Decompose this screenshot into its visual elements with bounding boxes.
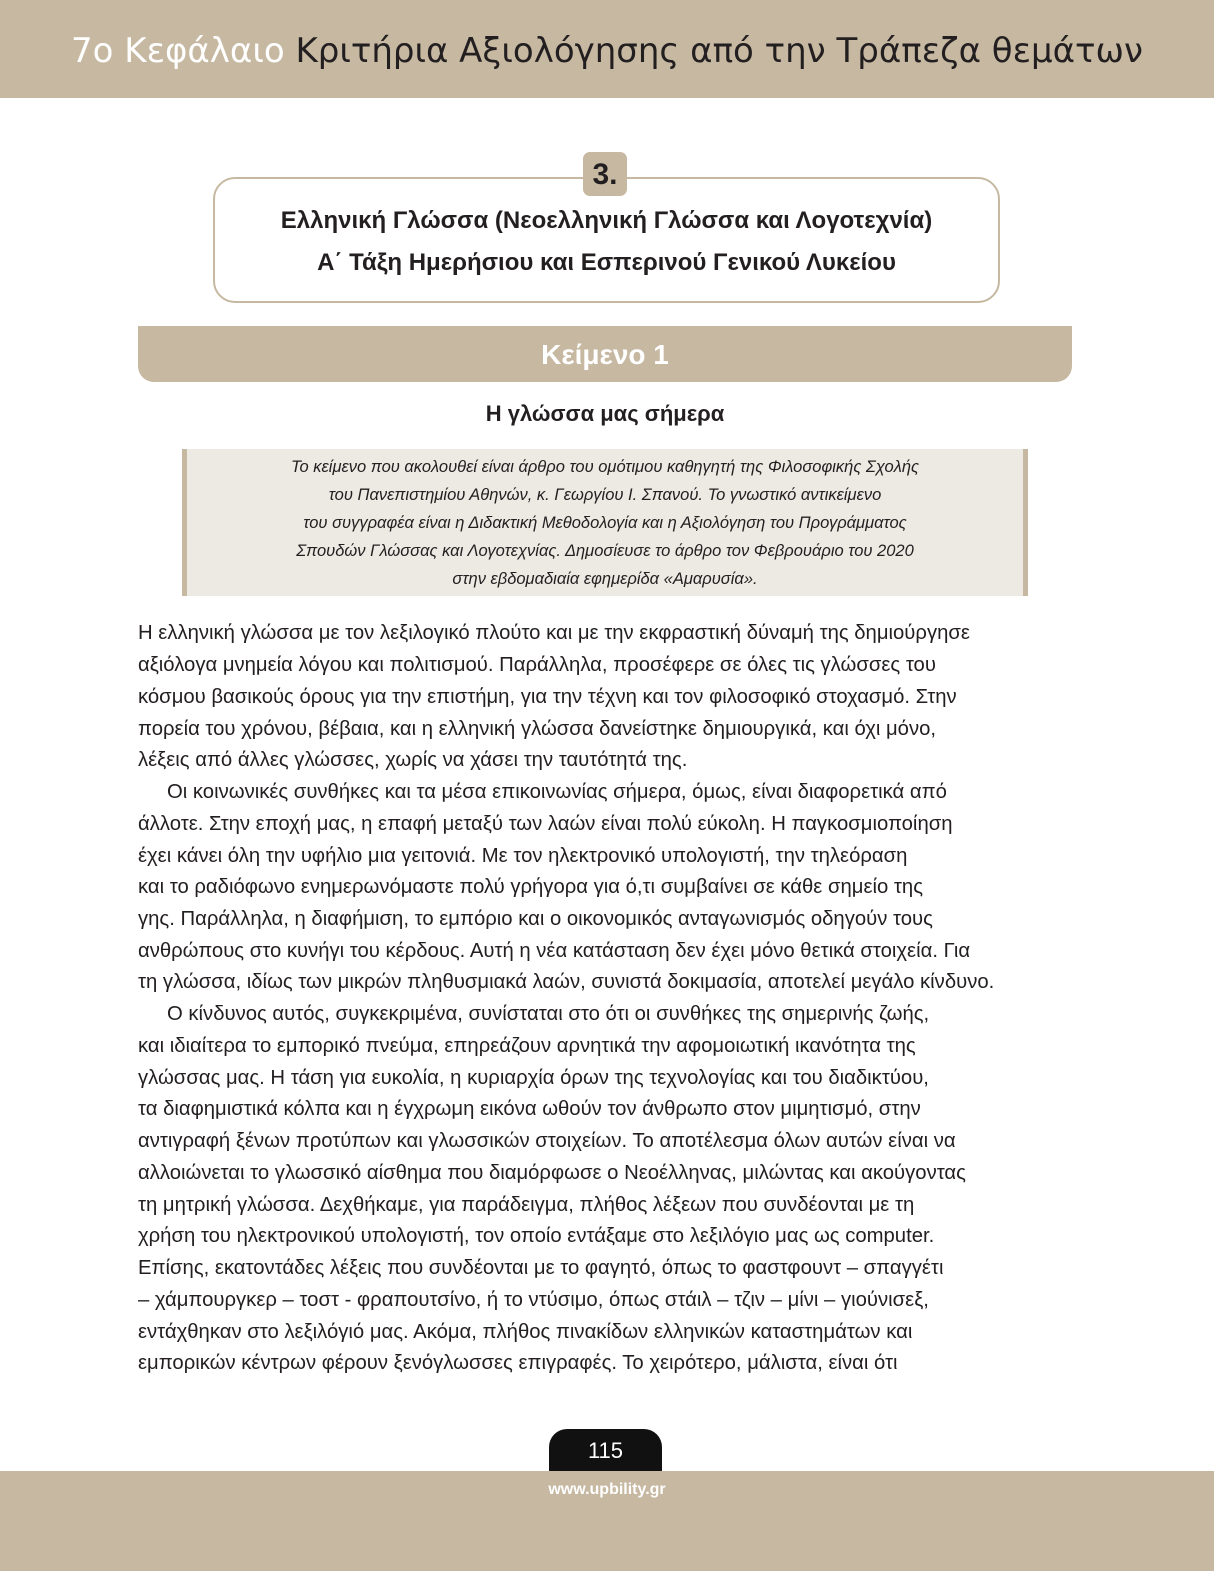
footer-url: www.upbility.gr — [548, 1481, 666, 1498]
body-line: τα διαφημιστικά κόλπα και η έγχρωμη εικόνα ωθούν τον άνθρωπο στον μιμητισμό, στην — [138, 1098, 921, 1120]
section-subject-line: Ελληνική Γλώσσα (Νεοελληνική Γλώσσα και Λογοτεχνία) — [280, 207, 933, 234]
body-line: και το ραδιόφωνο ενημερωνόμαστε πολύ γρήγορα για ό,τι συμβαίνει σε κάθε σημείο της — [138, 876, 923, 898]
body-line: και ιδιαίτερα το εμπορικό πνεύμα, επηρεάζουν αρνητικά την αφομοιωτική ικανότητα της — [138, 1035, 916, 1057]
text-banner: Κείμενο 1 — [138, 326, 1072, 382]
intro-line: του Πανεπιστημίου Αθηνών, κ. Γεωργίου Ι. Σπανού. Το γνωστικό αντικείμενο — [328, 486, 882, 504]
body-line: κόσμου βασικούς όρους για την επιστήμη, για την τέχνη και τον φιλοσοφικό στοχασμό. Στην — [138, 686, 957, 708]
body-line: άλλοτε. Στην εποχή μας, η επαφή μεταξύ των λαών είναι πολύ εύκολη. Η παγκοσμιοποίηση — [138, 813, 953, 835]
article-title: Η γλώσσα μας σήμερα — [485, 401, 725, 426]
body-line: ανθρώπους στο κυνήγι του κέρδους. Αυτή η νέα κατάσταση δεν έχει μόνο θετικά στοιχεία. Για — [138, 940, 971, 962]
body-line: τη μητρική γλώσσα. Δεχθήκαμε, για παράδειγμα, πλήθος λέξεων που συνδέονται με τη — [138, 1194, 915, 1216]
chapter-label: 7ο Κεφάλαιο — [71, 31, 285, 71]
intro-line: Σπουδών Γλώσσας και Λογοτεχνίας. Δημοσίευσε το άρθρο τον Φεβρουάριο του 2020 — [296, 542, 914, 560]
intro-line: Το κείμενο που ακολουθεί είναι άρθρο του ομότιμου καθηγητή της Φιλοσοφικής Σχολής — [290, 458, 920, 476]
section-number-badge: 3. — [583, 152, 627, 196]
body-line: γης. Παράλληλα, η διαφήμιση, το εμπόριο και ο οικονομικός ανταγωνισμός οδηγούν τους — [138, 908, 933, 930]
intro-line: του συγγραφέα είναι η Διδακτική Μεθοδολογία και η Αξιολόγηση του Προγράμματος — [303, 514, 907, 532]
body-line: αξιόλογα μνημεία λόγου και πολιτισμού. Παράλληλα, προσέφερε σε όλες τις γλώσσες του — [138, 654, 936, 676]
body-line: Ο κίνδυνος αυτός, συγκεκριμένα, συνίσταται στο ότι οι συνθήκες της σημερινής ζωής, — [167, 1003, 930, 1025]
body-line: εντάχθηκαν στο λεξιλόγιό μας. Ακόμα, πλήθος πινακίδων ελληνικών καταστημάτων και — [138, 1321, 913, 1343]
page-header-title — [0, 26, 1214, 76]
body-line: χρήση του ηλεκτρονικού υπολογιστή, τον οποίο εντάξαμε στο λεξιλόγιο μας ως computer. — [138, 1225, 935, 1247]
body-line: λέξεις από άλλες γλώσσες, χωρίς να χάσει την ταυτότητά της. — [138, 749, 688, 771]
body-line: πορεία του χρόνου, βέβαια, και η ελληνική γλώσσα δανείστηκε δημιουργικά, και όχι μόνο, — [138, 718, 937, 740]
body-line: τη γλώσσα, ιδίως των μικρών πληθυσμιακά λαών, συνιστά δοκιμασία, αποτελεί μεγάλο κίνδυνο. — [138, 971, 995, 993]
body-line: εμπορικών κέντρων φέρουν ξενόγλωσσες επιγραφές. Το χειρότερο, μάλιστα, είναι ότι — [138, 1352, 898, 1374]
body-line: – χάμπουργκερ – τοστ - φραπουτσίνο, ή το ντύσιμο, όπως στάιλ – τζιν – μίνι – γιούνισεξ, — [138, 1289, 929, 1311]
body-line: αλλοιώνεται το γλωσσικό αίσθημα που διαμόρφωσε ο Νεοέλληνας, μιλώντας και ακούγοντας — [138, 1162, 966, 1184]
body-line: Επίσης, εκατοντάδες λέξεις που συνδέονται με το φαγητό, όπως το φαστφουντ – σπαγγέτι — [138, 1257, 944, 1279]
section-grade-line: Α΄ Τάξη Ημερήσιου και Εσπερινού Γενικού Λυκείου — [317, 249, 896, 276]
intro-line: στην εβδομαδιαία εφημερίδα «Αμαρυσία». — [452, 570, 758, 588]
body-line: αντιγραφή ξένων προτύπων και γλωσσικών στοιχείων. Το αποτέλεσμα όλων αυτών είναι να — [138, 1130, 956, 1152]
body-line: Οι κοινωνικές συνθήκες και τα μέσα επικοινωνίας σήμερα, όμως, είναι διαφορετικά από — [167, 781, 947, 803]
body-line: Η ελληνική γλώσσα με τον λεξιλογικό πλούτο και με την εκφραστική δύναμή της δημιούργησε — [138, 622, 970, 644]
chapter-subject: Κριτήρια Αξιολόγησης από την Τράπεζα θεμάτων — [295, 31, 1143, 71]
body-line: γλώσσας μας. Η τάση για ευκολία, η κυριαρχία όρων της τεχνολογίας και του διαδικτύου, — [138, 1067, 929, 1089]
page-number-badge: 115 — [549, 1429, 662, 1471]
body-line: έχει κάνει όλη την υφήλιο μια γειτονιά. Με τον ηλεκτρονικό υπολογιστή, την τηλεόραση — [138, 845, 908, 867]
